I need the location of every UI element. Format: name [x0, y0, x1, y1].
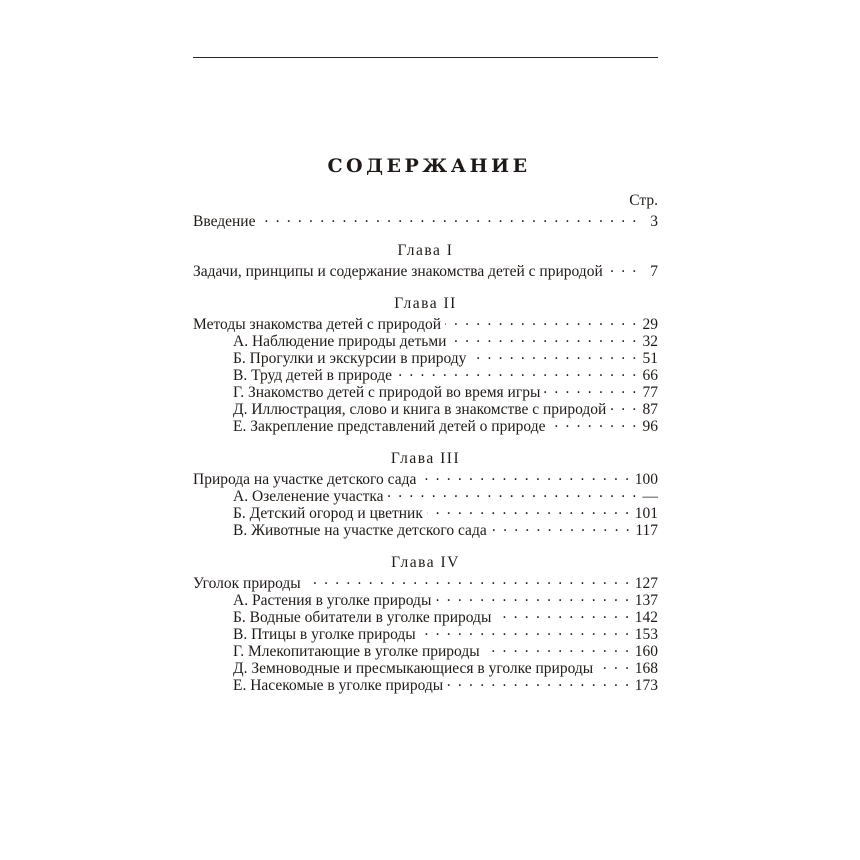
toc-entry-page: 29 [642, 316, 658, 333]
dot-leader [544, 380, 638, 397]
dot-leader [447, 673, 631, 690]
toc-entry-page: — [642, 488, 658, 505]
toc-entry-page: 3 [650, 213, 658, 230]
dot-leader [610, 397, 638, 414]
toc-entry-label: В. Труд детей в природе [233, 367, 392, 384]
toc-entry-label: А. Наблюдение природы детьми [233, 333, 447, 350]
dot-leader [491, 518, 632, 535]
toc-entry-label: Е. Насекомые в уголке природы [233, 677, 444, 694]
toc-entry-chapter-main[interactable] [193, 312, 658, 333]
chapter-heading: Глава I [397, 242, 454, 259]
dot-leader [420, 467, 630, 484]
page-title: СОДЕРЖАНИЕ [327, 155, 531, 177]
toc-entry-label: А. Растения в уголке природы [233, 592, 432, 609]
toc-entry-label: Д. Иллюстрация, слово и книга в знакомстве с природой [233, 401, 607, 418]
toc-entry-label: В. Животные на участке детского сада [233, 522, 487, 539]
toc-entry-page: 137 [634, 592, 658, 609]
dot-leader [484, 639, 631, 656]
toc-entry-chapter-main[interactable] [193, 259, 658, 280]
dot-leader [305, 571, 631, 588]
dot-leader [420, 622, 631, 639]
dot-leader [427, 501, 631, 518]
dot-leader [495, 605, 630, 622]
toc-entry-label: Введение [193, 213, 256, 230]
toc-entry-chapter-main[interactable] [193, 467, 658, 488]
toc-entry-page: 117 [635, 522, 658, 539]
toc-entry-page: 142 [634, 609, 658, 626]
toc-entry-page: 96 [642, 418, 658, 435]
dot-leader [549, 414, 638, 431]
toc-entry-label: В. Птицы в уголке природы [233, 626, 416, 643]
dot-leader [470, 346, 638, 363]
table-of-contents [193, 192, 658, 694]
toc-entry-label: Г. Млекопитающие в уголке природы [233, 643, 480, 660]
toc-entry-page: 127 [634, 575, 658, 592]
toc-entry-page: 87 [642, 401, 658, 418]
top-rule [193, 57, 658, 58]
chapter-heading: Глава IV [391, 554, 460, 571]
dot-leader [597, 656, 631, 673]
toc-entry-page: 160 [634, 643, 658, 660]
page-column-label: Стр. [629, 192, 658, 209]
toc-entry-label: Б. Водные обитатели в уголке природы [233, 609, 492, 626]
toc-entry-label: Задачи, принципы и содержание знакомства детей с природой [193, 263, 603, 280]
toc-entry-chapter-main[interactable] [193, 571, 658, 592]
toc-entry-label: Б. Прогулки и экскурсии в природу [233, 350, 467, 367]
toc-entry-label: А. Озеленение участка [233, 488, 384, 505]
toc-entry-page: 100 [634, 471, 658, 488]
toc-entry-page: 7 [650, 263, 658, 280]
toc-entry-intro[interactable] [193, 209, 658, 230]
dot-leader [450, 329, 638, 346]
toc-entry-page: 168 [634, 660, 658, 677]
toc-entry-label: Уголок природы [193, 575, 301, 592]
toc-entry-label: Методы знакомства детей с природой [193, 316, 441, 333]
toc-entry-page: 51 [642, 350, 658, 367]
toc-entry-page: 153 [634, 626, 658, 643]
toc-entry-label: Е. Закрепление представлений детей о природе [233, 418, 546, 435]
chapter-heading: Глава III [390, 450, 461, 467]
toc-entry-label: Г. Знакомство детей с природой во время игры [233, 384, 541, 401]
toc-entry-label: Д. Земноводные и пресмыкающиеся в уголке природы [233, 660, 594, 677]
toc-entry-page: 173 [634, 677, 658, 694]
toc-entry-page: 77 [642, 384, 658, 401]
dot-leader [259, 209, 638, 226]
toc-entry-page: 66 [642, 367, 658, 384]
toc-entry-label: Б. Детский огород и цветник [233, 505, 423, 522]
toc-entry-page: 32 [642, 333, 658, 350]
dot-leader [388, 484, 638, 501]
dot-leader [435, 588, 630, 605]
chapter-heading: Глава II [394, 295, 457, 312]
dot-leader [607, 259, 638, 276]
toc-entry-label: Природа на участке детского сада [193, 471, 417, 488]
dot-leader [396, 363, 638, 380]
toc-entry-page: 101 [634, 505, 658, 522]
dot-leader [445, 312, 638, 329]
